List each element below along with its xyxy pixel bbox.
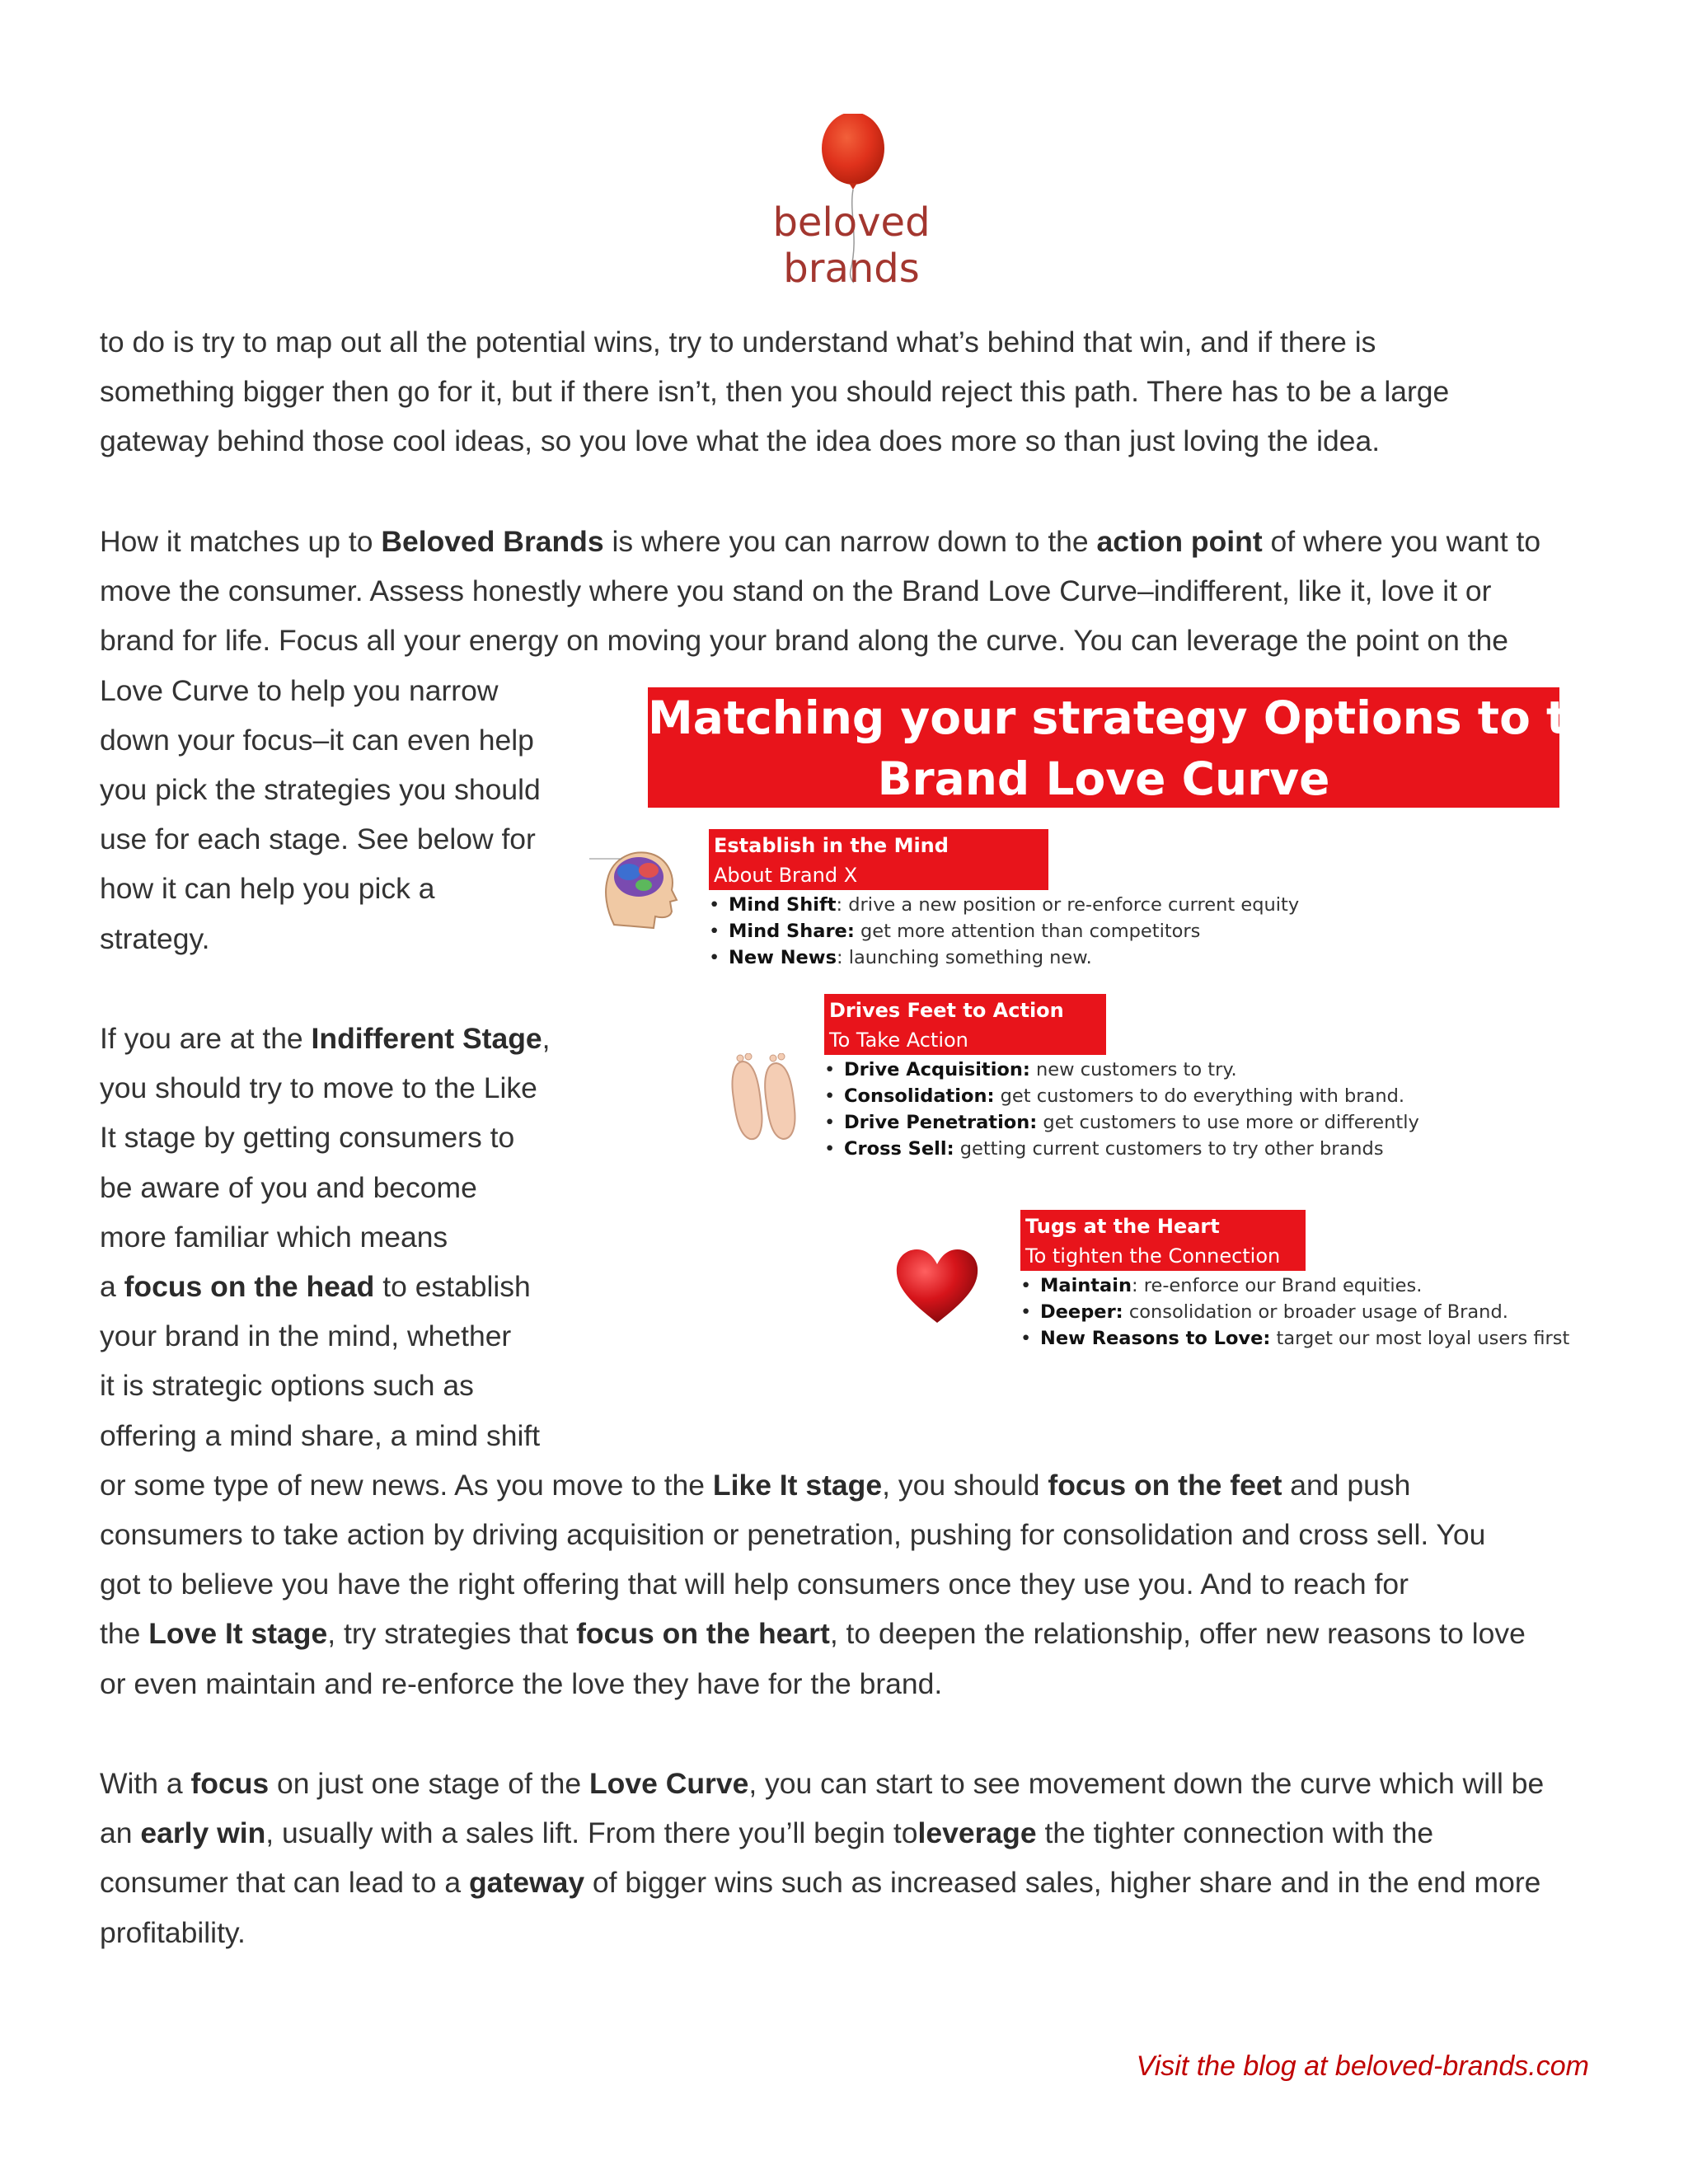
text-line: got to believe you have the right offering that will help consumers once they use you. And to reach for xyxy=(100,1568,1409,1601)
bold-term: Beloved Brands xyxy=(381,525,604,558)
figure-title-line: Brand Love Curve xyxy=(877,752,1330,805)
strategy-figure xyxy=(585,684,1631,1376)
text-line: profitability. xyxy=(100,1915,246,1949)
bold-term: Love Curve xyxy=(588,1767,749,1800)
text-line: or some type of new news. As you move to the Like It stage, you should focus on the feet and push xyxy=(100,1468,1411,1502)
text-line: your brand in the mind, whether xyxy=(100,1319,512,1353)
stage-subtitle-line: About Brand X xyxy=(714,864,858,887)
bullet-item: • Mind Share: get more attention than competitors xyxy=(709,918,1299,944)
text-line: an early win, usually with a sales lift. From there you’ll begin toleverage the tighter connection with the xyxy=(100,1816,1434,1850)
bullet-item: • New News: launching something new. xyxy=(709,944,1299,971)
bold-term: focus xyxy=(190,1767,270,1800)
text-line: consumer that can lead to a gateway of bigger wins such as increased sales, higher share and in the end more xyxy=(100,1866,1541,1900)
logo-wordmark: beloved brands xyxy=(772,199,931,292)
text-line: gateway behind those cool ideas, so you love what the idea does more so than just loving the idea. xyxy=(100,424,1381,458)
bold-term: leverage xyxy=(917,1816,1037,1850)
bullet-item: • Cross Sell: getting current customers to try other brands xyxy=(824,1136,1419,1162)
text-line: you pick the strategies you should xyxy=(100,773,541,807)
text-line: strategy. xyxy=(100,921,210,955)
bullet-item: • Mind Shift: drive a new position or re-enforce current equity xyxy=(709,892,1299,918)
bold-term: early win xyxy=(140,1816,266,1850)
stage-title-line: Tugs at the Heart xyxy=(1025,1215,1220,1238)
bold-term: Like It stage xyxy=(712,1468,883,1502)
blog-link[interactable]: Visit the blog at beloved-brands.com xyxy=(1136,2050,1589,2082)
text-line: to do is try to map out all the potential wins, try to understand what’s behind that win, and if there is xyxy=(100,326,1376,359)
stage-subtitle-line: To tighten the Connection xyxy=(1025,1244,1281,1268)
bullet-item: • Deeper: consolidation or broader usage of Brand. xyxy=(1020,1299,1569,1325)
text-line: down your focus–it can even help xyxy=(100,723,534,757)
text-line: or even maintain and re-enforce the love they have for the brand. xyxy=(100,1666,943,1700)
bold-term: focus on the heart xyxy=(576,1617,830,1651)
text-line: how it can help you pick a xyxy=(100,872,435,906)
figure-title-line: Matching your strategy Options to the xyxy=(648,691,1631,744)
text-line: offering a mind share, a mind shift xyxy=(100,1418,541,1452)
stage-subtitle-line: To Take Action xyxy=(829,1029,968,1052)
paragraph-1 xyxy=(100,317,1600,466)
text-line: brand for life. Focus all your energy on moving your brand along the curve. You can leverage the point on the xyxy=(100,624,1509,658)
text-line: a focus on the head to establish xyxy=(100,1270,531,1304)
bold-term: focus on the head xyxy=(124,1270,375,1304)
stage-title-mind xyxy=(709,829,1048,890)
bullet-item: • New Reasons to Love: target our most loyal users first xyxy=(1020,1325,1569,1352)
bold-term: focus on the feet xyxy=(1048,1468,1282,1502)
text-line: With a focus on just one stage of the Love Curve, you can start to see movement down the curve which will be xyxy=(100,1767,1545,1800)
stage-bullets-heart xyxy=(1020,1272,1569,1352)
text-line: be aware of you and become xyxy=(100,1170,477,1204)
text-line: it is strategic options such as xyxy=(100,1369,474,1403)
bold-term: Love It stage xyxy=(148,1617,328,1651)
stage-title-feet xyxy=(824,994,1106,1055)
paragraph-4 xyxy=(100,1759,1600,1957)
stage-bullets-mind xyxy=(709,892,1299,971)
stage-bullets-feet xyxy=(824,1057,1419,1162)
bullet-item: • Consolidation: get customers to do everything with brand. xyxy=(824,1083,1419,1109)
text-line: If you are at the Indifferent Stage, xyxy=(100,1022,551,1055)
text-line: the Love It stage, try strategies that focus on the heart, to deepen the relationship, offer new reasons to love xyxy=(100,1617,1526,1651)
bold-term: gateway xyxy=(468,1866,585,1900)
bullet-item: • Drive Acquisition: new customers to try. xyxy=(824,1057,1419,1083)
bold-term: Indifferent Stage xyxy=(311,1022,542,1055)
text-line: Love Curve to help you narrow xyxy=(100,673,499,707)
text-line: How it matches up to Beloved Brands is where you can narrow down to the action point of where you want to xyxy=(100,525,1541,558)
text-line: more familiar which means xyxy=(100,1220,448,1254)
text-line: It stage by getting consumers to xyxy=(100,1121,515,1155)
beloved-brands-logo xyxy=(709,114,989,295)
text-line: consumers to take action by driving acquisition or penetration, pushing for consolidation and cross sell. You xyxy=(100,1518,1486,1552)
text-line: use for each stage. See below for xyxy=(100,823,536,856)
head-brain-icon xyxy=(589,842,680,933)
stage-title-line: Establish in the Mind xyxy=(714,834,949,857)
stage-title-line: Drives Feet to Action xyxy=(829,999,1064,1022)
heart-icon xyxy=(892,1244,982,1327)
figure-title xyxy=(648,687,1631,808)
stage-title-heart xyxy=(1020,1210,1306,1271)
feet-icon xyxy=(725,1053,808,1144)
bold-term: action point xyxy=(1096,525,1263,558)
bullet-item: • Drive Penetration: get customers to use more or differently xyxy=(824,1109,1419,1136)
text-line: something bigger then go for it, but if there isn’t, then you should reject this path. There has to be a large xyxy=(100,375,1450,409)
bullet-item: • Maintain: re-enforce our Brand equities. xyxy=(1020,1272,1569,1299)
text-line: move the consumer. Assess honestly where you stand on the Brand Love Curve–indifferent, like it, love it or xyxy=(100,574,1492,608)
text-line: you should try to move to the Like xyxy=(100,1071,537,1105)
